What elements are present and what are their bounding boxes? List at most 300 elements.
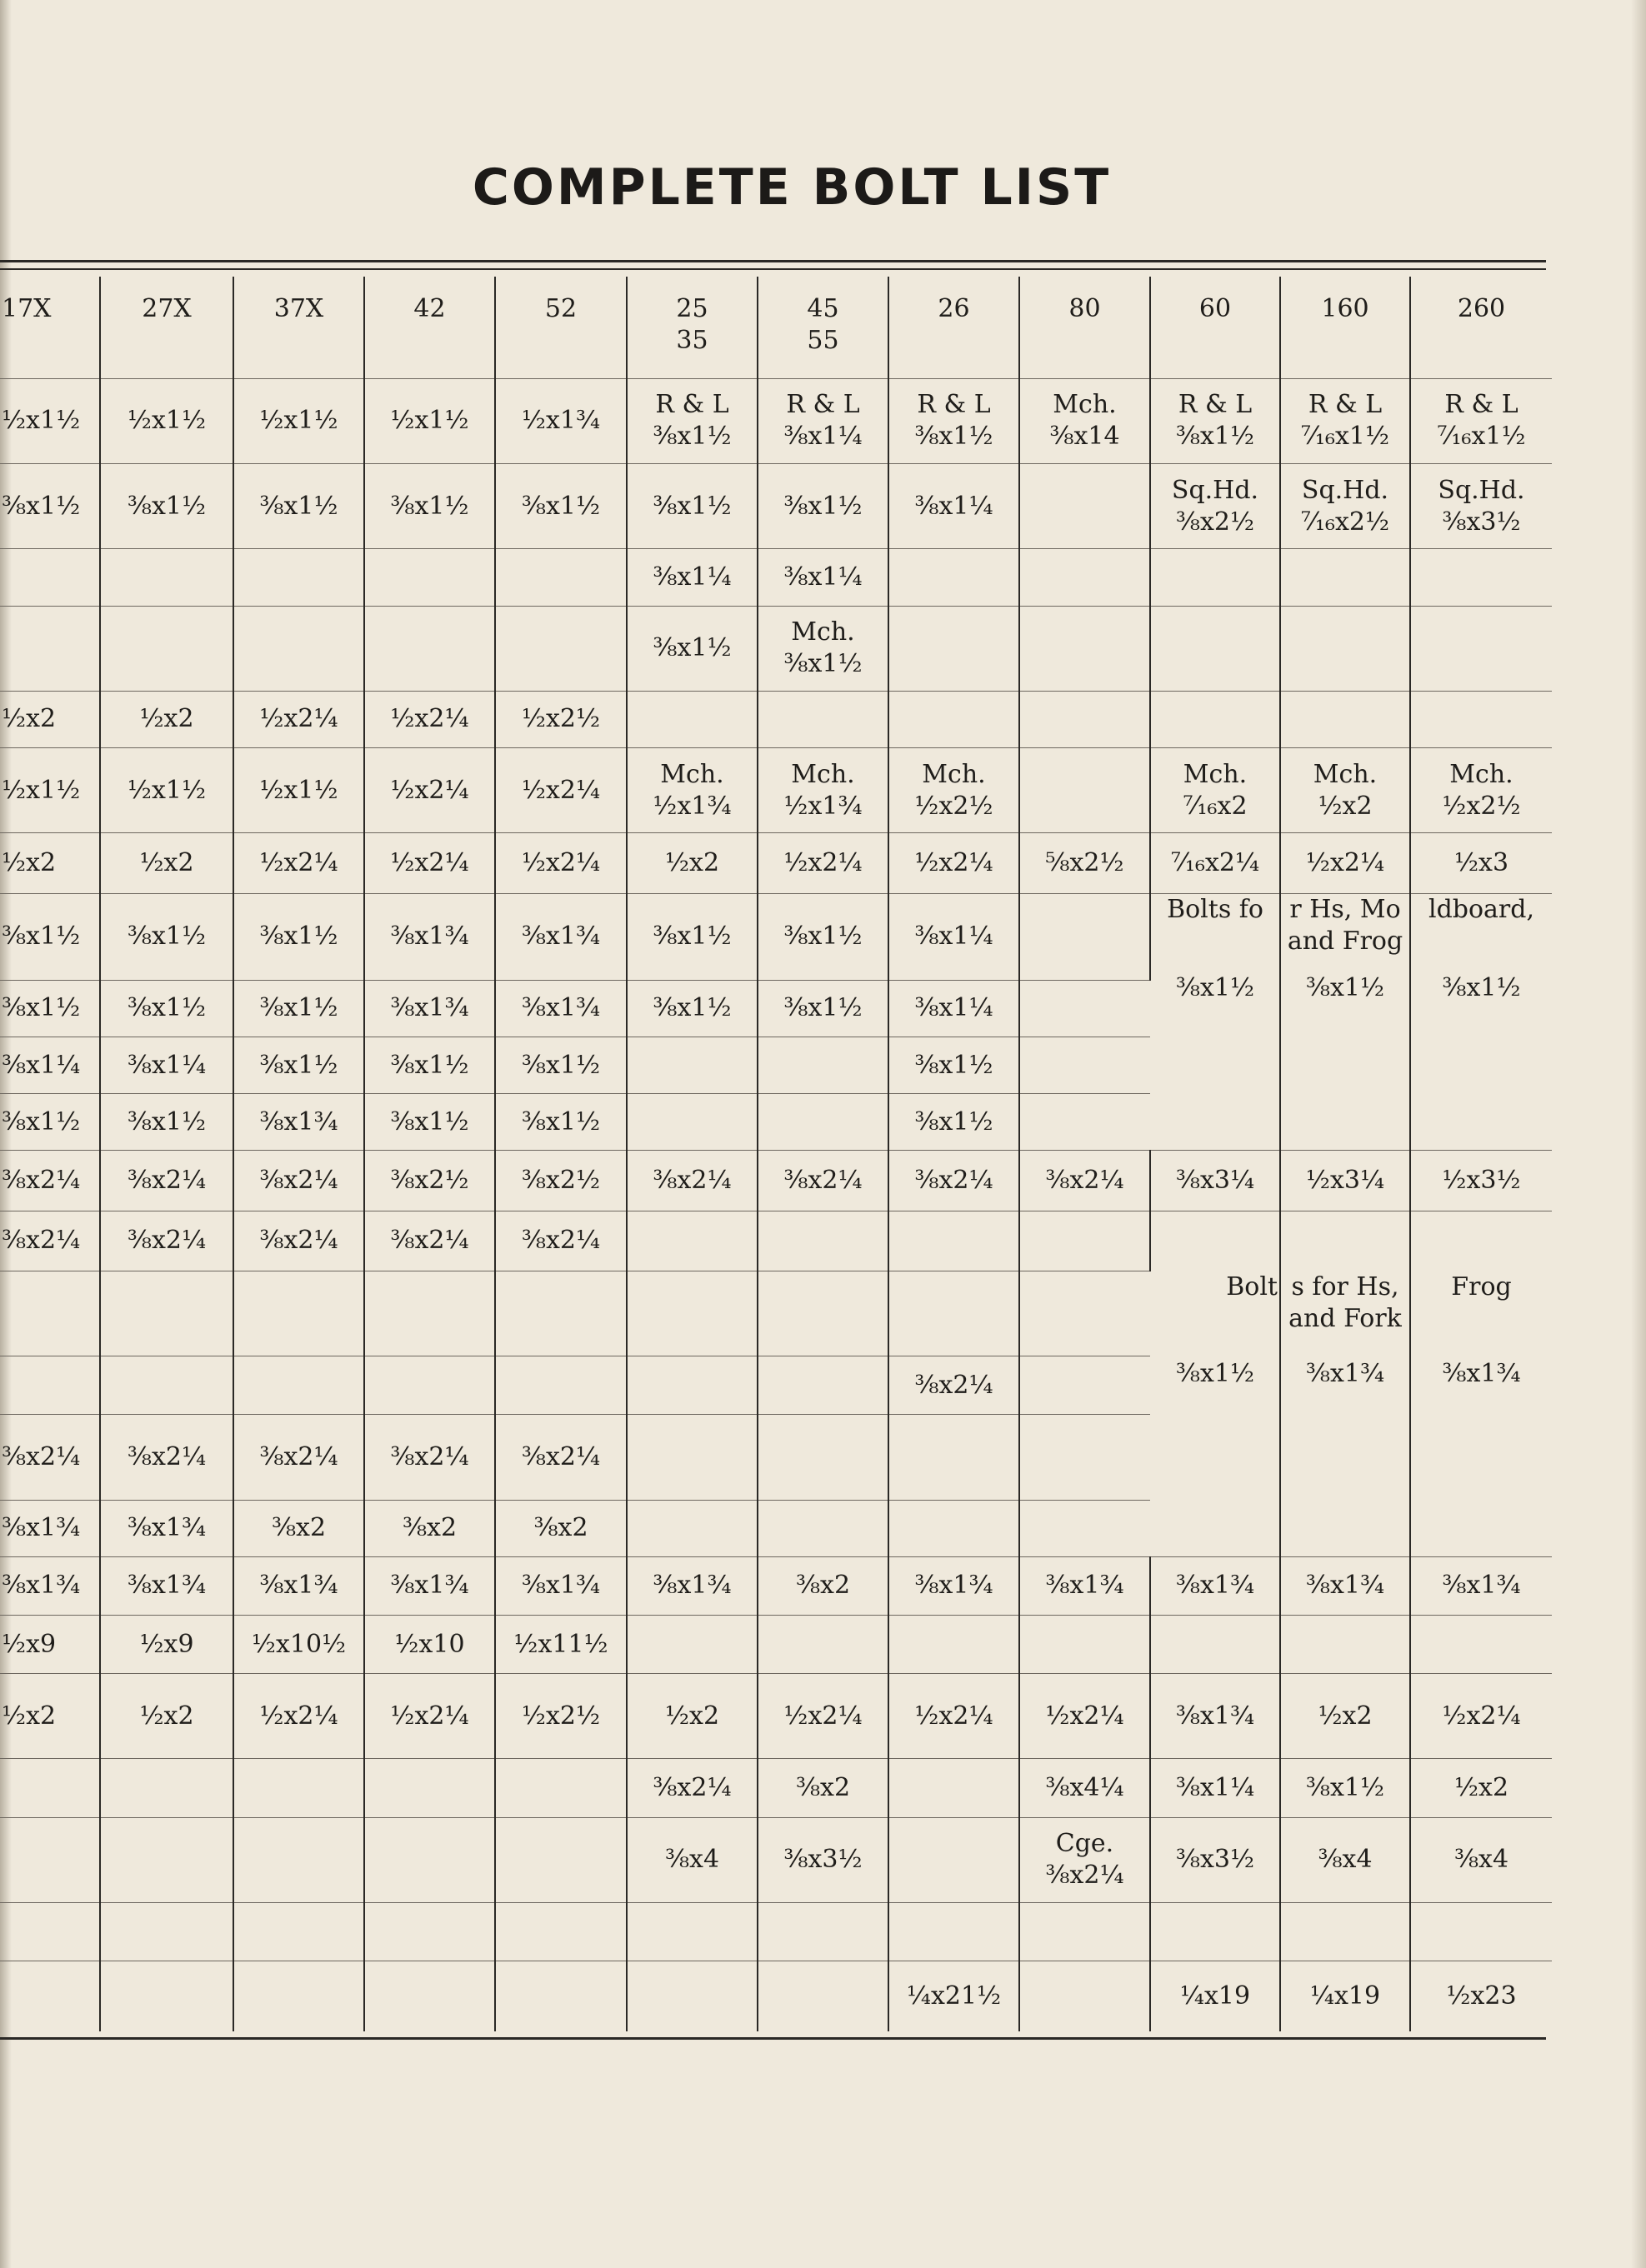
cell-line: ½x2 [664, 847, 720, 877]
table-cell [888, 1094, 1019, 1151]
table-cell [495, 1500, 627, 1556]
table-cell [1019, 1037, 1150, 1094]
table-cell [627, 1151, 758, 1211]
cell-line: ⁷⁄₁₆x2½ [1300, 507, 1390, 537]
cell-line: ⅜x1¾ [390, 1571, 469, 1601]
table-cell [758, 1037, 888, 1094]
cell-line: ⅜x1½ [783, 491, 863, 521]
cell-line: ⅜x1½ [2, 993, 81, 1023]
table-row [0, 1817, 1552, 1902]
table-cell [888, 1556, 1019, 1615]
group-hs-moldboard-cell [1410, 893, 1552, 1151]
cell-line: ⅜x1½ [127, 1107, 207, 1136]
table-cell [495, 1037, 627, 1094]
table-row [0, 748, 1552, 833]
cell-line: ⅜x1½ [914, 1050, 993, 1080]
table-cell [100, 691, 233, 747]
table-cell [364, 1094, 495, 1151]
table-cell [0, 1271, 100, 1356]
table-cell [1150, 1961, 1280, 2031]
cell-line: ⅜x1½ [127, 922, 207, 952]
table-cell [495, 464, 627, 549]
cell-line: ⅜x1¾ [521, 922, 601, 952]
group-caption: s for Hs, [1291, 1271, 1399, 1301]
cell-line: ⅜x2¼ [653, 1773, 732, 1802]
cell-line: ⅜x3½ [1175, 1845, 1255, 1875]
table-cell [0, 1151, 100, 1211]
table-cell [495, 1094, 627, 1151]
cell-line: ⅜x2¼ [1045, 1861, 1124, 1891]
cell-line: ⅜x1¼ [914, 993, 993, 1023]
table-cell [495, 1961, 627, 2031]
cell-line: ⁷⁄₁₆x1½ [1437, 422, 1526, 452]
table-cell [1150, 1817, 1280, 1902]
table-cell [100, 549, 233, 606]
cell-line: ½x2 [1318, 1701, 1373, 1731]
table-cell [888, 464, 1019, 549]
cell-line: ½x10½ [251, 1629, 347, 1659]
column-header [364, 277, 495, 378]
table-cell [627, 1500, 758, 1556]
group-caption: r Hs, Mo [1289, 894, 1401, 924]
table-cell [758, 1674, 888, 1759]
cell-line: ⅜x2 [271, 1513, 327, 1543]
cell-line: ⅜x1½ [653, 633, 732, 663]
table-cell [627, 691, 758, 747]
table-cell [233, 1615, 364, 1673]
cell-line: ⅜x2¼ [914, 1370, 993, 1400]
cell-line: ⅜x1¾ [521, 1571, 601, 1601]
table-cell [1019, 606, 1150, 691]
table-row [0, 691, 1552, 747]
table-cell [364, 833, 495, 893]
column-header [495, 277, 627, 378]
table-cell [364, 1151, 495, 1211]
cell-line: ⅜x1¾ [127, 1571, 207, 1601]
table-cell [495, 1674, 627, 1759]
column-header [1410, 277, 1552, 378]
table-cell [495, 980, 627, 1037]
table-cell [758, 748, 888, 833]
cell-line: ⅜x2½ [1175, 507, 1255, 537]
table-cell [1410, 1902, 1552, 1961]
cell-line: ⁷⁄₁₆x1½ [1300, 422, 1390, 452]
table-cell [758, 606, 888, 691]
group-caption: Bolts fo [1167, 894, 1263, 924]
table-cell [0, 691, 100, 747]
table-row [0, 606, 1552, 691]
table-cell [888, 606, 1019, 691]
cell-line: ½x2 [139, 704, 194, 734]
cell-line: ½x2¼ [1442, 1701, 1521, 1731]
table-cell [758, 1961, 888, 2031]
table-cell [100, 1151, 233, 1211]
table-cell [364, 980, 495, 1037]
table-cell [233, 378, 364, 463]
table-cell [1019, 464, 1150, 549]
cell-line: ⅜x1¾ [2, 1513, 81, 1543]
table-cell [888, 893, 1019, 980]
table-cell [1410, 1961, 1552, 2031]
column-header [627, 277, 758, 378]
table-cell [888, 1500, 1019, 1556]
cell-line: ⅜x14 [1049, 422, 1120, 452]
table-cell [1410, 464, 1552, 549]
cell-line: ⅜x1½ [653, 491, 732, 521]
cell-line: 80 [1068, 294, 1101, 323]
cell-line: Sq.Hd. [1171, 475, 1259, 505]
cell-line: R & L [1178, 390, 1253, 420]
table-cell [758, 980, 888, 1037]
cell-line: ⅜x1¾ [259, 1571, 338, 1601]
cell-line: ⅜x2 [533, 1513, 588, 1543]
cell-line: ⅜x1¼ [2, 1050, 81, 1080]
cell-line: ½x2¼ [521, 775, 601, 805]
column-header [888, 277, 1019, 378]
cell-line: ½x2¼ [259, 847, 338, 877]
table-cell [0, 980, 100, 1037]
column-header [1019, 277, 1150, 378]
table-cell [233, 748, 364, 833]
table-row [0, 378, 1552, 463]
table-cell [758, 893, 888, 980]
cell-line: ⅜x1½ [2, 491, 81, 521]
cell-line: ½x2¼ [521, 847, 601, 877]
cell-line: ⅜x2¼ [2, 1441, 81, 1471]
group-value: ⅜x1½ [1305, 972, 1385, 1002]
cell-line: ⅜x2¼ [914, 1166, 993, 1195]
cell-line: ⁷⁄₁₆x2 [1183, 791, 1248, 821]
table-cell [1019, 1817, 1150, 1902]
table-cell [364, 1037, 495, 1094]
table-cell [233, 1037, 364, 1094]
table-cell [233, 1759, 364, 1817]
table-cell [1410, 378, 1552, 463]
table-cell [1280, 378, 1410, 463]
table-cell [100, 1211, 233, 1271]
top-rule-thin [0, 268, 1546, 270]
cell-line: ⅜x1¼ [783, 422, 863, 452]
table-cell [888, 1674, 1019, 1759]
cell-line: ⅜x2¼ [783, 1166, 863, 1195]
cell-line: R & L [1444, 390, 1518, 420]
table-cell [1150, 1151, 1280, 1211]
cell-line: ⅜x1¾ [914, 1571, 993, 1601]
table-cell [100, 1615, 233, 1673]
cell-line: Mch. [1053, 390, 1117, 420]
cell-line: ⅜x1¾ [1442, 1571, 1521, 1601]
cell-line: ⅜x3½ [783, 1845, 863, 1875]
cell-line: ⅜x1¼ [914, 922, 993, 952]
cell-line: 52 [544, 294, 578, 323]
cell-line: 27X [142, 294, 192, 323]
table-cell [888, 1961, 1019, 2031]
cell-line: ⅜x1½ [914, 422, 993, 452]
group-value: ⅜x1½ [1175, 972, 1255, 1002]
table-cell [758, 1211, 888, 1271]
cell-line: ⅜x1½ [259, 993, 338, 1023]
column-header [758, 277, 888, 378]
cell-line: ⅜x2¼ [390, 1441, 469, 1471]
table-cell [627, 1415, 758, 1500]
table-cell [1150, 1615, 1280, 1673]
cell-line: ½x2 [139, 847, 194, 877]
table-cell [888, 1902, 1019, 1961]
group-hs-moldboard-cell [1150, 893, 1280, 1151]
cell-line: ⅜x1¼ [914, 491, 993, 521]
cell-line: ⅜x1¾ [653, 1571, 732, 1601]
cell-line: 260 [1457, 294, 1506, 323]
group-value: ⅜x1¾ [1305, 1358, 1385, 1388]
cell-line: ⅜x1½ [2, 922, 81, 952]
table-cell [1410, 606, 1552, 691]
table-cell [495, 1759, 627, 1817]
cell-line: 17X [2, 294, 52, 323]
cell-line: ⅜x2¼ [390, 1226, 469, 1256]
cell-line: Sq.Hd. [1301, 475, 1389, 505]
table-cell [627, 980, 758, 1037]
table-cell [364, 549, 495, 606]
cell-line: ½x2¼ [390, 775, 469, 805]
table-cell [100, 1556, 233, 1615]
table-cell [364, 606, 495, 691]
table-cell [0, 1037, 100, 1094]
table-cell [627, 748, 758, 833]
cell-line: ⅜x1¾ [1305, 1571, 1385, 1601]
table-cell [758, 378, 888, 463]
table-cell [888, 748, 1019, 833]
table-cell [627, 1211, 758, 1271]
cell-line: ½x1½ [259, 406, 338, 436]
cell-line: 35 [676, 326, 708, 355]
cell-line: ⅜x1½ [521, 491, 601, 521]
table-cell [495, 1151, 627, 1211]
cell-line: R & L [1308, 390, 1383, 420]
page-title: COMPLETE BOLT LIST [472, 158, 1112, 217]
cell-line: ⅜x2 [402, 1513, 458, 1543]
cell-line: ½x2 [2, 1701, 57, 1731]
cell-line: Mch. [1183, 759, 1248, 789]
cell-line: ⅜x1½ [1305, 1773, 1385, 1802]
table-cell [100, 833, 233, 893]
cell-line: ⅜x2¼ [259, 1226, 338, 1256]
table-cell [100, 606, 233, 691]
cell-line: ⅜x1½ [521, 1050, 601, 1080]
table-row [0, 833, 1552, 893]
cell-line: ½x2½ [1442, 791, 1521, 821]
table-cell [627, 1817, 758, 1902]
table-row [0, 1674, 1552, 1759]
group-hs-fork-cell [1280, 1211, 1410, 1556]
table-cell [627, 1759, 758, 1817]
table-cell [364, 1902, 495, 1961]
table-cell [1019, 1759, 1150, 1817]
table-cell [1280, 1556, 1410, 1615]
table-cell [1280, 1961, 1410, 2031]
cell-line: ½x2 [2, 704, 57, 734]
cell-line: 45 [807, 294, 839, 323]
table-cell [758, 1151, 888, 1211]
table-row [0, 1902, 1552, 1961]
table-cell [758, 464, 888, 549]
table-cell [1280, 1759, 1410, 1817]
table-cell [627, 1674, 758, 1759]
cell-line: 25 [676, 294, 708, 323]
cell-line: ½x11½ [513, 1629, 608, 1659]
table-cell [364, 1556, 495, 1615]
cell-line: ⅜x1¾ [1175, 1571, 1255, 1601]
table-cell [364, 1211, 495, 1271]
cell-line: Mch. [922, 759, 986, 789]
table-cell [888, 1037, 1019, 1094]
cell-line: ⅝x2½ [1045, 847, 1124, 877]
table-cell [1280, 464, 1410, 549]
table-cell [495, 378, 627, 463]
table-cell [0, 1674, 100, 1759]
table-cell [1410, 1615, 1552, 1673]
cell-line: R & L [917, 390, 991, 420]
table-cell [1019, 1415, 1150, 1500]
table-cell [100, 1817, 233, 1902]
table-row [0, 1961, 1552, 2031]
cell-line: ⅜x1¾ [259, 1107, 338, 1136]
table-cell [758, 691, 888, 747]
cell-line: R & L [655, 390, 729, 420]
table-cell [888, 691, 1019, 747]
cell-line: ½x2¼ [1305, 847, 1385, 877]
table-cell [758, 549, 888, 606]
table-cell [888, 378, 1019, 463]
table-cell [1019, 1615, 1150, 1673]
cell-line: ⅜x1½ [390, 491, 469, 521]
table-cell [0, 464, 100, 549]
cell-line: ½x2 [139, 1701, 194, 1731]
table-cell [1280, 1674, 1410, 1759]
table-cell [233, 606, 364, 691]
table-cell [1019, 1674, 1150, 1759]
table-cell [233, 1271, 364, 1356]
cell-line: Mch. [1449, 759, 1513, 789]
table-cell [1019, 1500, 1150, 1556]
table-cell [100, 1759, 233, 1817]
cell-line: ½x2¼ [914, 847, 993, 877]
table-cell [0, 1211, 100, 1271]
cell-line: ½x2 [1453, 1773, 1509, 1802]
table-cell [627, 1902, 758, 1961]
cell-line: ½x1¾ [521, 406, 601, 436]
table-cell [100, 1037, 233, 1094]
table-cell [233, 980, 364, 1037]
table-cell [1150, 606, 1280, 691]
cell-line: ½x2¼ [390, 847, 469, 877]
cell-line: Mch. [660, 759, 724, 789]
table-cell [495, 1271, 627, 1356]
cell-line: ⅜x1¼ [783, 562, 863, 592]
table-cell [758, 1556, 888, 1615]
table-cell [233, 1151, 364, 1211]
cell-line: ⅜x1½ [653, 422, 732, 452]
table-cell [627, 1094, 758, 1151]
cell-line: ½x1½ [2, 406, 81, 436]
table-cell [888, 1615, 1019, 1673]
table-cell [1280, 1615, 1410, 1673]
cell-line: ⅜x1¾ [390, 922, 469, 952]
cell-line: ⅜x1½ [390, 1050, 469, 1080]
table-cell [0, 893, 100, 980]
group-caption: ldboard, [1428, 894, 1535, 924]
table-cell [495, 833, 627, 893]
column-header [100, 277, 233, 378]
table-cell [1019, 833, 1150, 893]
table-cell [495, 1902, 627, 1961]
table-cell [0, 748, 100, 833]
cell-line: ½x2¼ [390, 704, 469, 734]
cell-line: ½x1½ [127, 406, 207, 436]
table-cell [758, 1817, 888, 1902]
table-cell [1019, 748, 1150, 833]
group-caption: Frog [1451, 1271, 1512, 1301]
table-cell [888, 1271, 1019, 1356]
cell-line: ⅜x1¾ [390, 993, 469, 1023]
table-cell [1410, 748, 1552, 833]
table-cell [1410, 1759, 1552, 1817]
column-header [1150, 277, 1280, 378]
table-cell [100, 1500, 233, 1556]
cell-line: Mch. [791, 759, 855, 789]
table-cell [495, 748, 627, 833]
cell-line: ⅜x1¼ [127, 1050, 207, 1080]
table-cell [1150, 378, 1280, 463]
table-cell [627, 1961, 758, 2031]
table-header-row [0, 277, 1552, 378]
table-cell [495, 549, 627, 606]
table-cell [1410, 1556, 1552, 1615]
table-cell [627, 1356, 758, 1415]
cell-line: ⅜x1¼ [653, 562, 732, 592]
table-cell [233, 464, 364, 549]
table-cell [233, 549, 364, 606]
table-cell [1280, 1817, 1410, 1902]
table-cell [0, 1759, 100, 1817]
table-cell [495, 1615, 627, 1673]
table-cell [627, 893, 758, 980]
group-hs-moldboard-cell [1280, 893, 1410, 1151]
cell-line: ½x1½ [127, 775, 207, 805]
cell-line: ⅜x1¾ [521, 993, 601, 1023]
table-cell [1019, 980, 1150, 1037]
table-cell [100, 1961, 233, 2031]
cell-line: ¼x19 [1179, 1981, 1251, 2011]
table-cell [233, 1356, 364, 1415]
table-cell [1280, 606, 1410, 691]
cell-line: ⅜x1½ [259, 491, 338, 521]
cell-line: ¼x19 [1309, 1981, 1381, 2011]
table-cell [1150, 1759, 1280, 1817]
table-cell [364, 1356, 495, 1415]
table-cell [495, 691, 627, 747]
cell-line: ⅜x1¾ [127, 1513, 207, 1543]
table-cell [233, 1211, 364, 1271]
table-cell [1150, 549, 1280, 606]
cell-line: ½x2½ [914, 791, 993, 821]
cell-line: ⅜x2½ [390, 1166, 469, 1195]
table-cell [0, 378, 100, 463]
table-cell [233, 1094, 364, 1151]
cell-line: ½x9 [139, 1629, 194, 1659]
cell-line: ½x2¼ [1045, 1701, 1124, 1731]
table-cell [1280, 549, 1410, 606]
group-caption: Bolt [1226, 1271, 1278, 1301]
